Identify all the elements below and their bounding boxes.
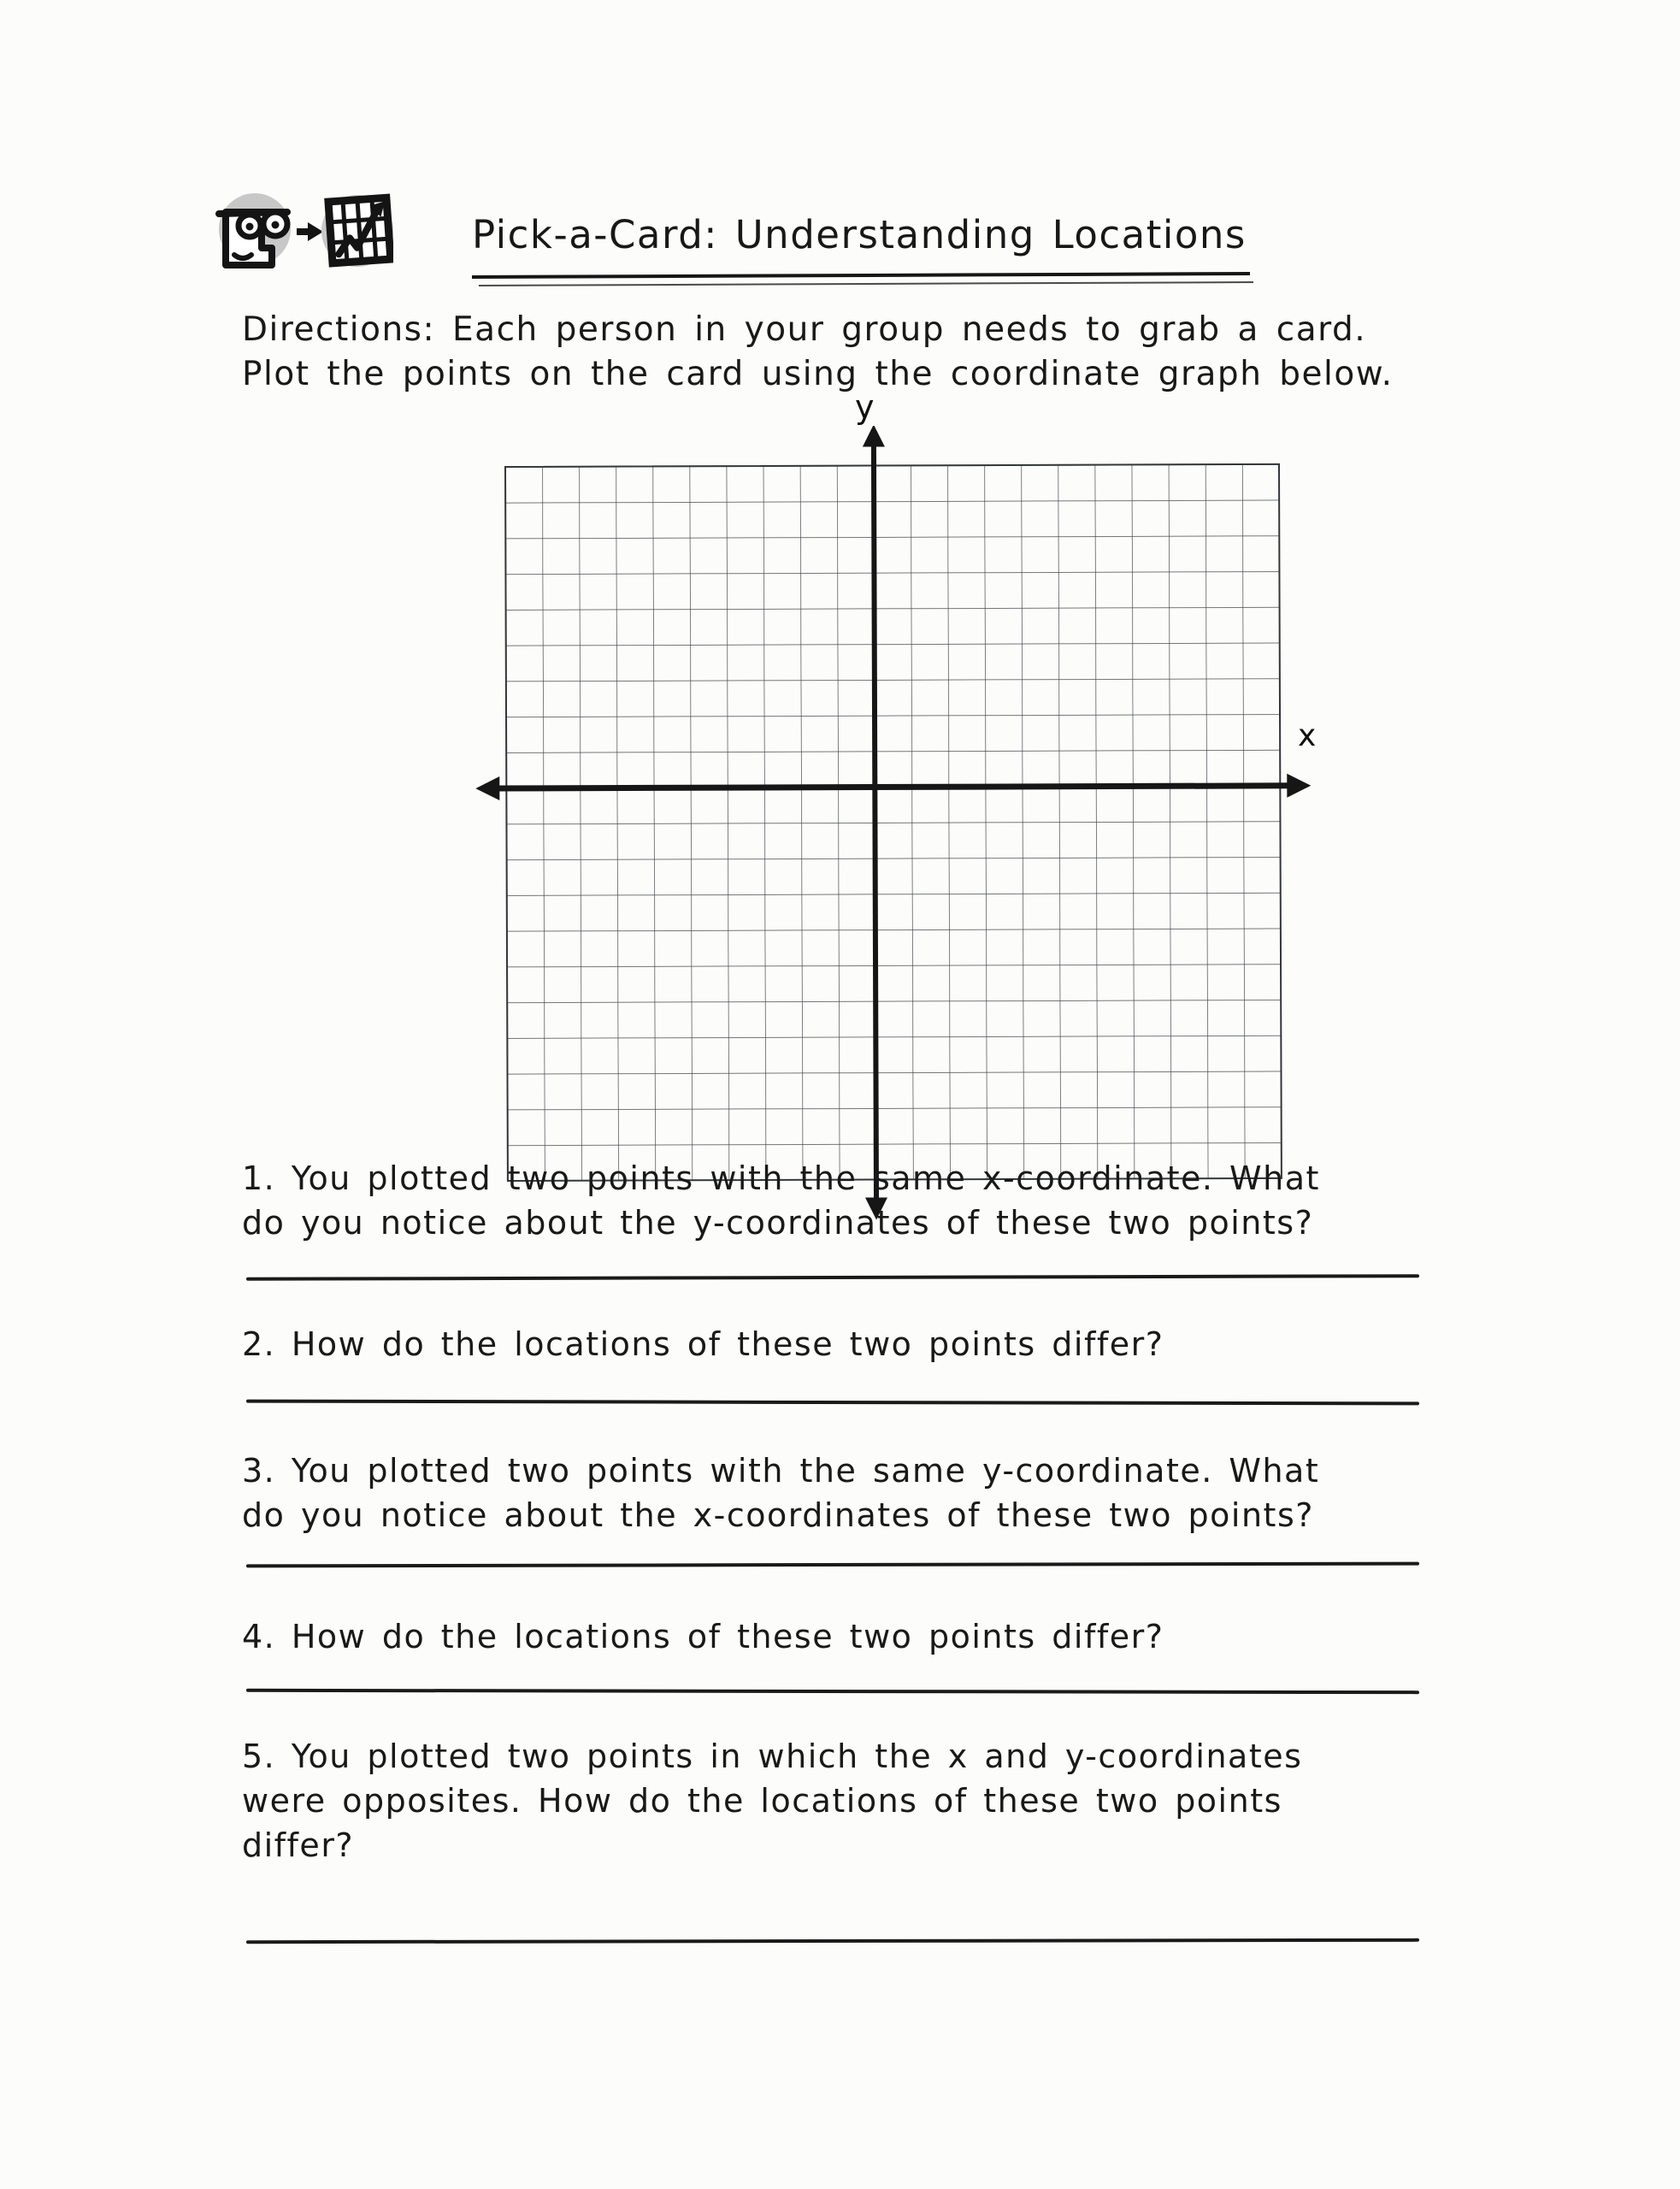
answer-line-4 <box>246 1689 1419 1694</box>
question-1 <box>242 1156 1320 1245</box>
question-3 <box>242 1449 1319 1537</box>
answer-line-1 <box>246 1274 1419 1281</box>
y-axis-label: y <box>855 388 875 426</box>
directions-line-1: Directions: Each person in your group needs to grab a card. <box>242 310 1367 349</box>
title-underline-echo <box>479 281 1253 286</box>
question-4-line-1: 4. How do the locations of these two points differ? <box>242 1618 1164 1655</box>
question-5-line-1: 5. You plotted two points in which the x and y-coordinates <box>242 1738 1303 1775</box>
question-3-line-1: 3. You plotted two points with the same y-coordinate. What <box>242 1452 1320 1490</box>
chart-grid-icon <box>321 195 393 267</box>
question-3-line-2: do you notice about the x-coordinates of these two points? <box>242 1496 1314 1534</box>
directions-line-2: Plot the points on the card using the coordinate graph below. <box>242 355 1394 393</box>
question-5 <box>242 1734 1302 1867</box>
coordinate-grid-svg <box>475 426 1339 1233</box>
logo-svg <box>214 186 393 276</box>
answer-line-3 <box>246 1562 1419 1568</box>
question-2 <box>242 1322 1164 1366</box>
face-icon <box>219 193 291 265</box>
question-5-line-2: were opposites. How do the locations of these two points <box>242 1782 1282 1820</box>
directions-text <box>242 308 1393 397</box>
answer-line-5 <box>246 1938 1419 1944</box>
coordinate-graph <box>475 386 1339 1233</box>
question-1-line-2: do you notice about the y-coordinates of these two points? <box>242 1204 1314 1242</box>
question-5-line-3: differ? <box>242 1826 355 1864</box>
question-2-line-1: 2. How do the locations of these two points differ? <box>242 1325 1164 1363</box>
worksheet-logo <box>214 186 393 276</box>
question-1-line-1: 1. You plotted two points with the same x-coordinate. What <box>242 1159 1320 1197</box>
grid-area <box>505 464 1282 1181</box>
title-underline <box>472 272 1250 279</box>
page-title: Pick-a-Card: Understanding Locations <box>472 212 1247 257</box>
question-4 <box>242 1614 1164 1659</box>
x-axis-label: x <box>1298 718 1317 753</box>
arrow-icon <box>297 222 323 241</box>
answer-line-2 <box>246 1400 1419 1406</box>
